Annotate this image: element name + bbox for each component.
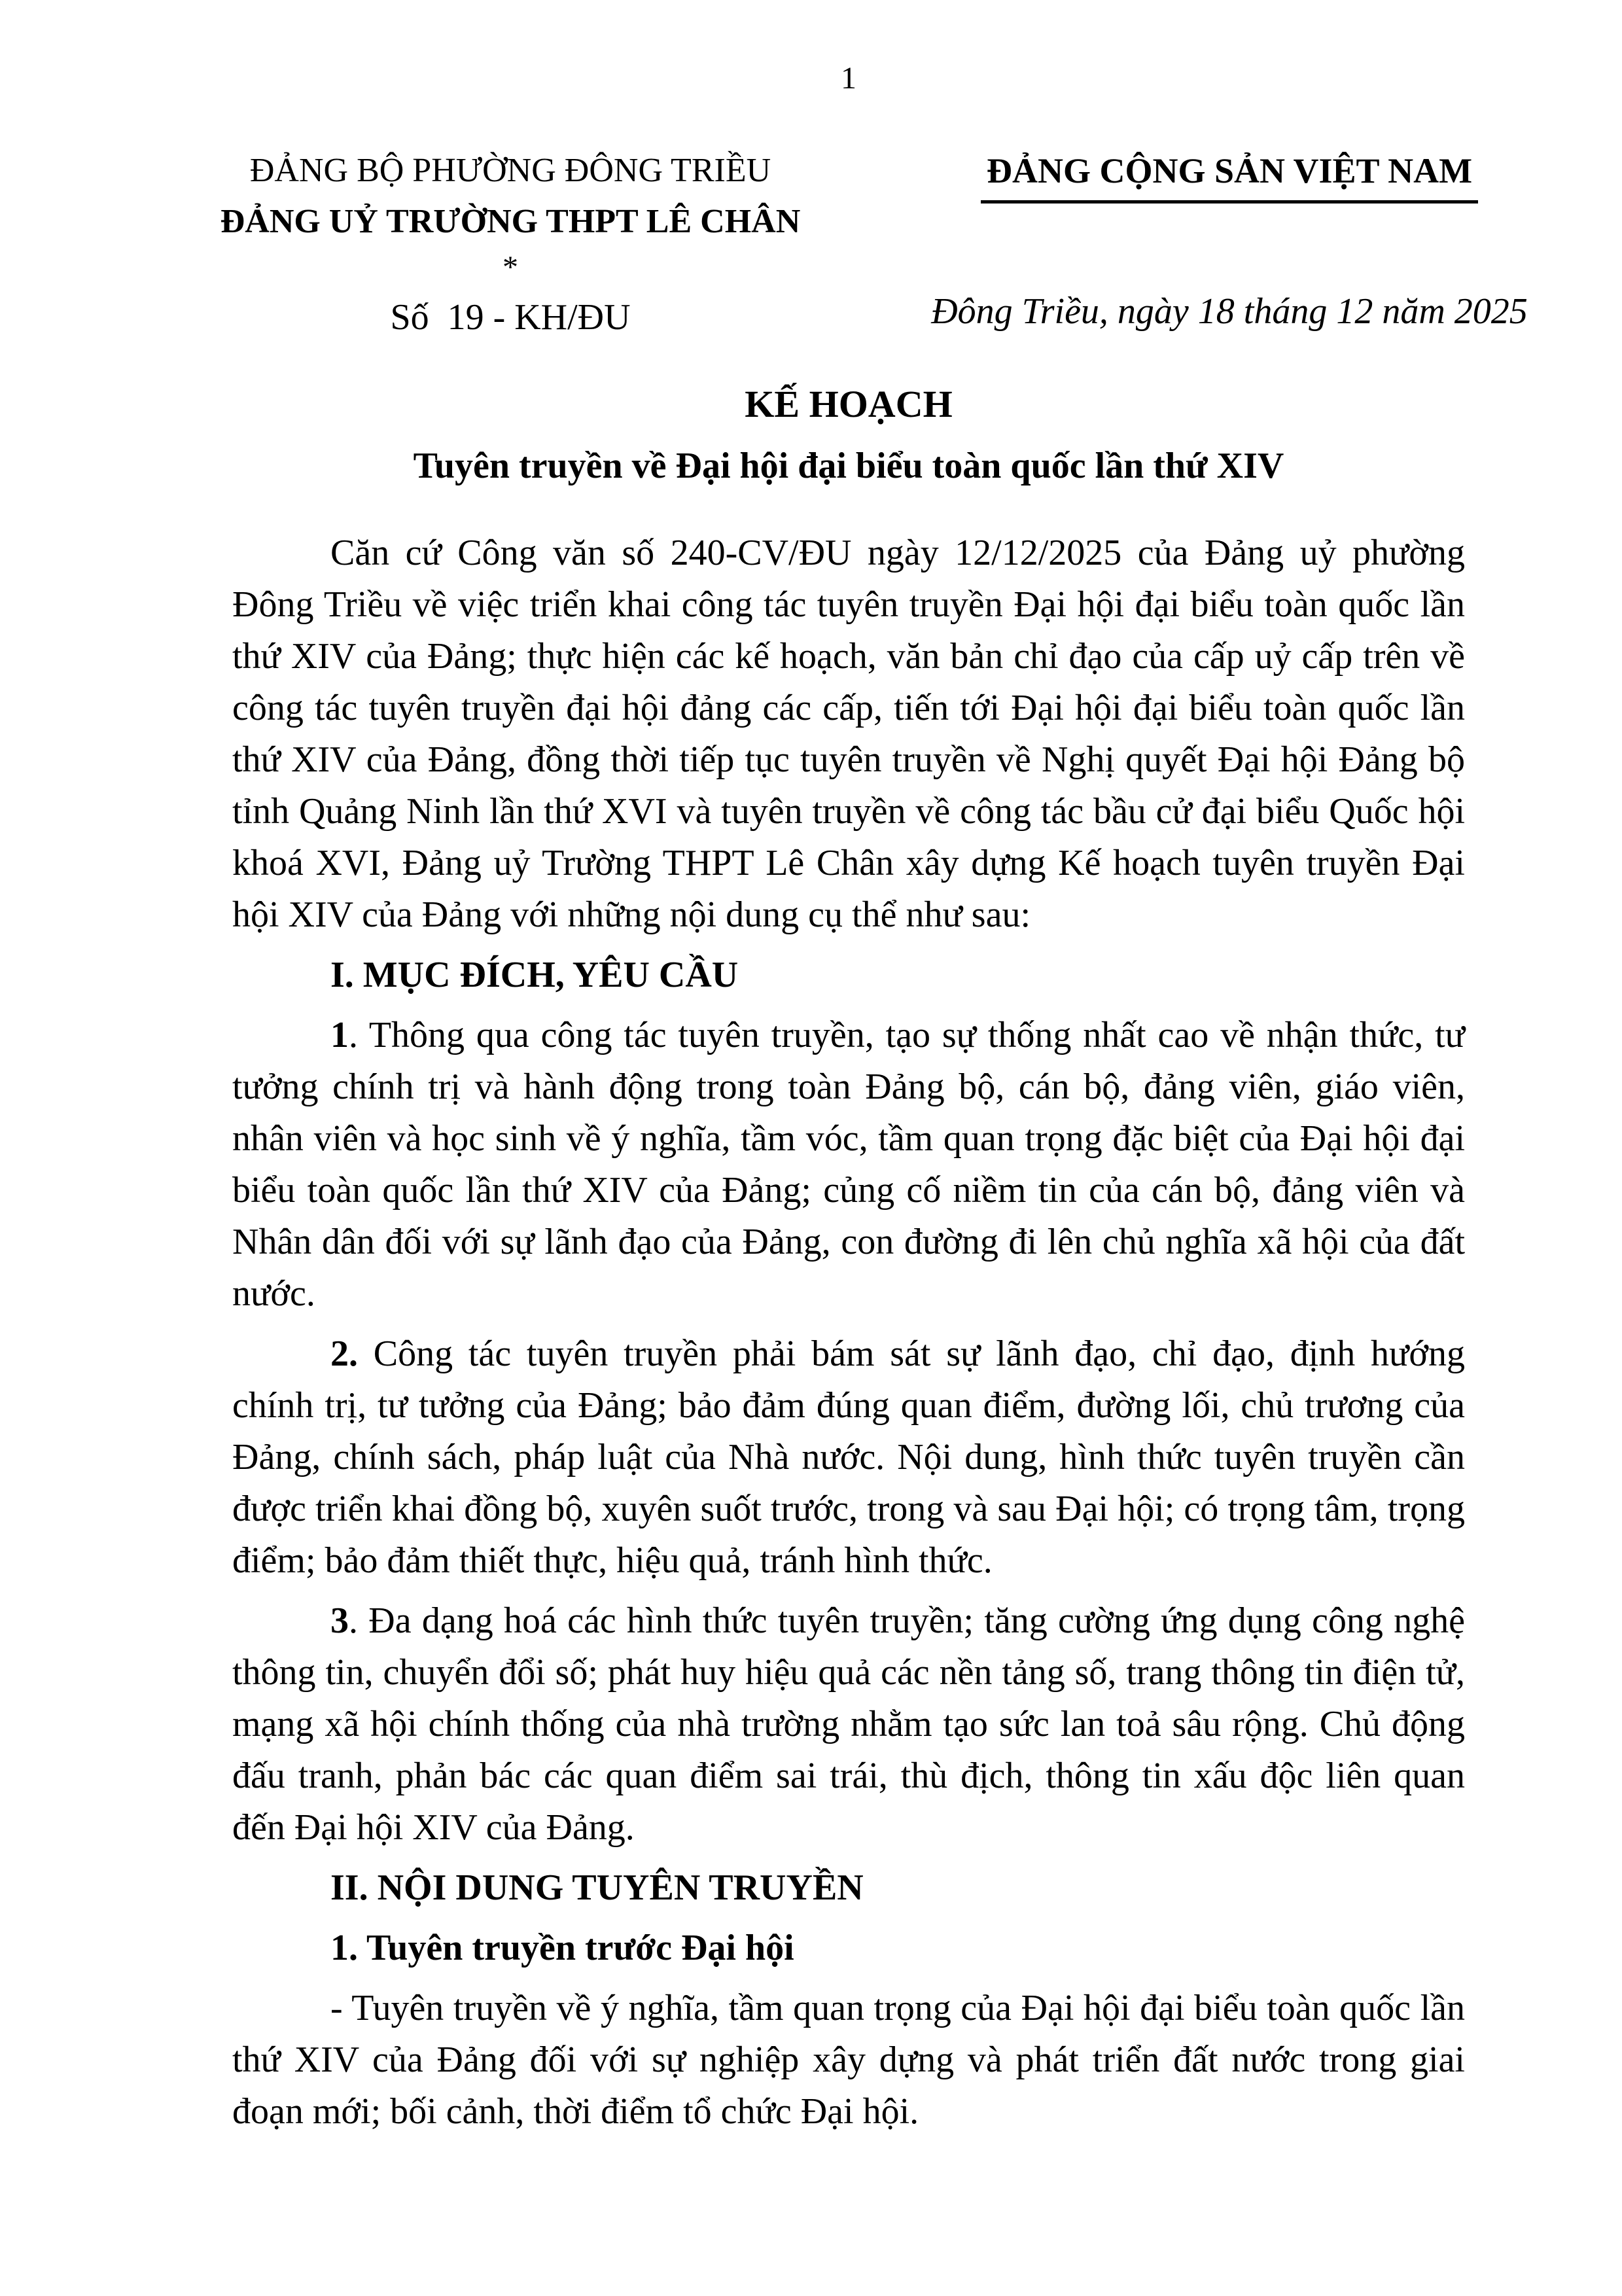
paragraph: - Tuyên truyền về ý nghĩa, tầm quan trọng của Đại hội đại biểu toàn quốc lần thứ XIV của Đảng đối với sự nghiệp xây dựng và phát triển đất nước trong giai đoạn mới; bối cảnh, thời điểm tổ chức Đại hội. bbox=[232, 1988, 1465, 2132]
document-main bbox=[232, 378, 1465, 2146]
paragraph-number: 2. bbox=[330, 1333, 358, 1374]
document-body bbox=[232, 527, 1465, 2138]
paragraph: 1. Thông qua công tác tuyên truyền, tạo sự thống nhất cao về nhận thức, tư tưởng chính trị và hành động trong toàn Đảng bộ, cán bộ, đảng viên, giáo viên, nhân viên và học sinh về ý nghĩa, tầm vóc, tầm quan trọng đặc biệt của Đại hội đại biểu toàn quốc lần thứ XIV của Đảng; củng cố niềm tin của cán bộ, đảng viên và Nhân dân đối với sự lãnh đạo của Đảng, con đường đi lên chủ nghĩa xã hội của đất nước. bbox=[232, 1015, 1465, 1314]
paragraph-number: 1 bbox=[330, 1015, 349, 1055]
place-and-date: Đông Triều, ngày 18 tháng 12 năm 2025 bbox=[931, 291, 1528, 332]
document-header bbox=[0, 145, 1622, 340]
section-heading: I. MỤC ĐÍCH, YÊU CẦU bbox=[330, 955, 739, 995]
issuing-org-parent: ĐẢNG BỘ PHƯỜNG ĐÔNG TRIỀU bbox=[249, 152, 771, 189]
paragraph: 2. Công tác tuyên truyền phải bám sát sự lãnh đạo, chỉ đạo, định hướng chính trị, tư tưởng của Đảng; bảo đảm đúng quan điểm, đường lối, chủ trương của Đảng, chính sách, pháp luật của Nhà nước. Nội dung, hình thức tuyên truyền cần được triển khai đồng bộ, xuyên suốt trước, trong và sau Đại hội; có trọng tâm, trọng điểm; bảo đảm thiết thực, hiệu quả, tránh hình thức. bbox=[232, 1333, 1465, 1581]
paragraph-number: 3 bbox=[330, 1600, 349, 1641]
party-name: ĐẢNG CỘNG SẢN VIỆT NAM bbox=[986, 151, 1473, 190]
document-subtitle: Tuyên truyền về Đại hội đại biểu toàn quốc lần thứ XIV bbox=[413, 446, 1284, 486]
section-heading: II. NỘI DUNG TUYÊN TRUYỀN bbox=[330, 1867, 864, 1908]
section-heading: 1. Tuyên truyền trước Đại hội bbox=[330, 1928, 794, 1968]
separator-star: * bbox=[502, 250, 518, 285]
document-number: Số 19 - KH/ĐU bbox=[390, 297, 631, 338]
paragraph: Căn cứ Công văn số 240-CV/ĐU ngày 12/12/2025 của Đảng uỷ phường Đông Triều về việc triển khai công tác tuyên truyền Đại hội đại biểu toàn quốc lần thứ XIV của Đảng; thực hiện các kế hoạch, văn bản chỉ đạo của cấp uỷ cấp trên về công tác tuyên truyền đại hội đảng các cấp, tiến tới Đại hội đại biểu toàn quốc lần thứ XIV của Đảng, đồng thời tiếp tục tuyên truyền về Nghị quyết Đại hội Đảng bộ tỉnh Quảng Ninh lần thứ XVI và tuyên truyền về công tác bầu cử đại biểu Quốc hội khoá XVI, Đảng uỷ Trường THPT Lê Chân xây dựng Kế hoạch tuyên truyền Đại hội XIV của Đảng với những nội dung cụ thể như sau: bbox=[232, 533, 1465, 935]
page-number: 1 bbox=[841, 61, 856, 96]
paragraph: 3. Đa dạng hoá các hình thức tuyên truyền; tăng cường ứng dụng công nghệ thông tin, chuyển đổi số; phát huy hiệu quả các nền tảng số, trang thông tin điện tử, mạng xã hội chính thống của nhà trường nhằm tạo sức lan toả sâu rộng. Chủ động đấu tranh, phản bác các quan điểm sai trái, thù địch, thông tin xấu độc liên quan đến Đại hội XIV của Đảng. bbox=[232, 1600, 1465, 1848]
underline-rule bbox=[981, 200, 1478, 203]
document-title: KẾ HOẠCH bbox=[745, 383, 953, 425]
issuing-org-name: ĐẢNG UỶ TRƯỜNG THPT LÊ CHÂN bbox=[220, 203, 801, 240]
header-national-motto bbox=[906, 145, 1553, 340]
header-issuing-org bbox=[131, 145, 890, 340]
